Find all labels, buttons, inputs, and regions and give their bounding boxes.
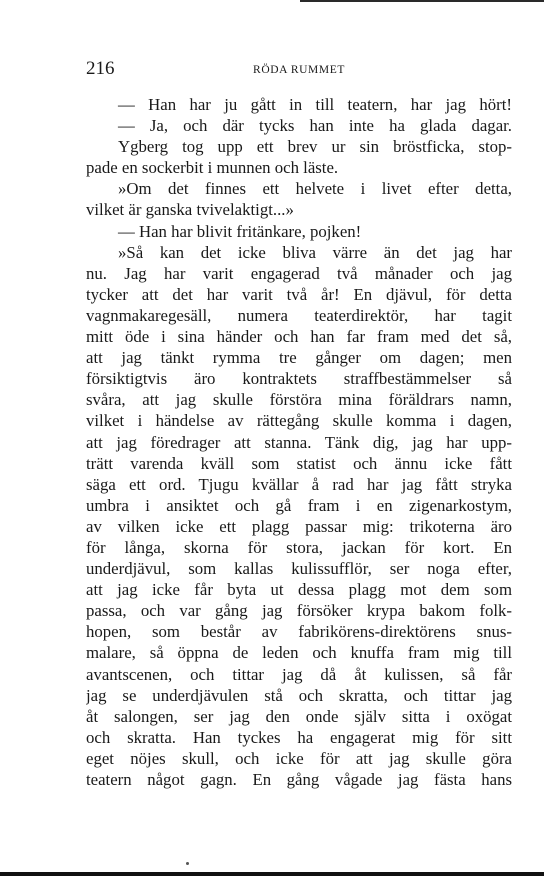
bottom-edge-rule (0, 872, 544, 876)
top-edge-rule (300, 0, 544, 2)
text-line: avantscenen, och tittar jag då åt kulissen, så får (86, 664, 512, 684)
text-line: — Ja, och där tycks han inte ha glada dagar. (118, 116, 512, 136)
text-line: av vilken icke ett plagg passar mig: trikoterna äro (86, 516, 512, 536)
text-line: mitt öde i sina händer och han far fram med det så, (86, 327, 512, 347)
text-line: jag se underdjävulen stå och skratta, och tittar jag (86, 685, 512, 705)
text-line: »Om det finnes ett helvete i livet efter detta, (118, 179, 512, 199)
page-number: 216 (86, 58, 115, 79)
text-line: vilket är ganska tvivelaktigt...» (86, 200, 294, 220)
running-title: RÖDA RUMMET (253, 64, 345, 76)
text-line: — Han har blivit fritänkare, pojken! (118, 221, 362, 241)
text-line: Ygberg tog upp ett brev ur sin bröstficka, stop- (118, 137, 512, 157)
text-line: tycker att det har varit två år! En djävul, för detta (86, 284, 512, 304)
text-line: teatern något gagn. En gång vågade jag fästa hans (86, 770, 512, 789)
text-line: svåra, att jag skulle förstöra mina föräldrars namn, (86, 390, 512, 410)
text-line: att jag föredrager att stanna. Tänk dig, jag har upp- (86, 432, 512, 452)
text-line: underdjävul, som kallas kulissufflör, ser noga efter, (86, 559, 512, 579)
text-line: trätt varenda kväll som statist och ännu icke fått (86, 453, 512, 473)
page-header (86, 58, 512, 86)
text-line: försiktigtvis äro kontraktets straffbestämmelser så (86, 369, 512, 389)
text-line: malare, så öppna de leden och knuffa fram mig till (86, 643, 512, 663)
text-line: — Han har ju gått in till teatern, har jag hört! (118, 95, 512, 114)
text-line: passa, och var gång jag försöker krypa bakom folk- (86, 601, 512, 621)
print-speck (186, 862, 189, 865)
text-line: och skratta. Han tyckes ha engagerat mig för sitt (86, 727, 512, 747)
text-line: pade en sockerbit i munnen och läste. (86, 158, 339, 178)
text-line: att jag tänkt rymma tre gånger om dagen; men (86, 348, 512, 368)
text-line: säga ett ord. Tjugu kvällar å rad har jag fått stryka (86, 474, 512, 494)
text-line: umbra i ansiktet och gå fram i en zigenarkostym, (86, 495, 512, 515)
text-line: »Så kan det icke bliva värre än det jag har (118, 242, 512, 262)
text-line: eget nöjes skull, och icke för att jag skulle göra (86, 748, 512, 768)
text-line: för långa, skorna för stora, jackan för kort. En (86, 537, 512, 557)
text-line: att jag icke får byta ut dessa plagg mot dem som (86, 580, 512, 600)
text-line: vilket i händelse av rättegång skulle komma i dagen, (86, 411, 512, 431)
text-line: hopen, som består av fabrikörens-direktörens snus- (86, 622, 512, 642)
text-line: vagnmakaregesäll, numera teaterdirektör, har tagit (86, 305, 512, 325)
text-line: nu. Jag har varit engagerad två månader och jag (86, 263, 512, 283)
page-text-body (86, 94, 512, 790)
text-line: åt salongen, ser jag den onde själv sitta i oxögat (86, 706, 512, 726)
